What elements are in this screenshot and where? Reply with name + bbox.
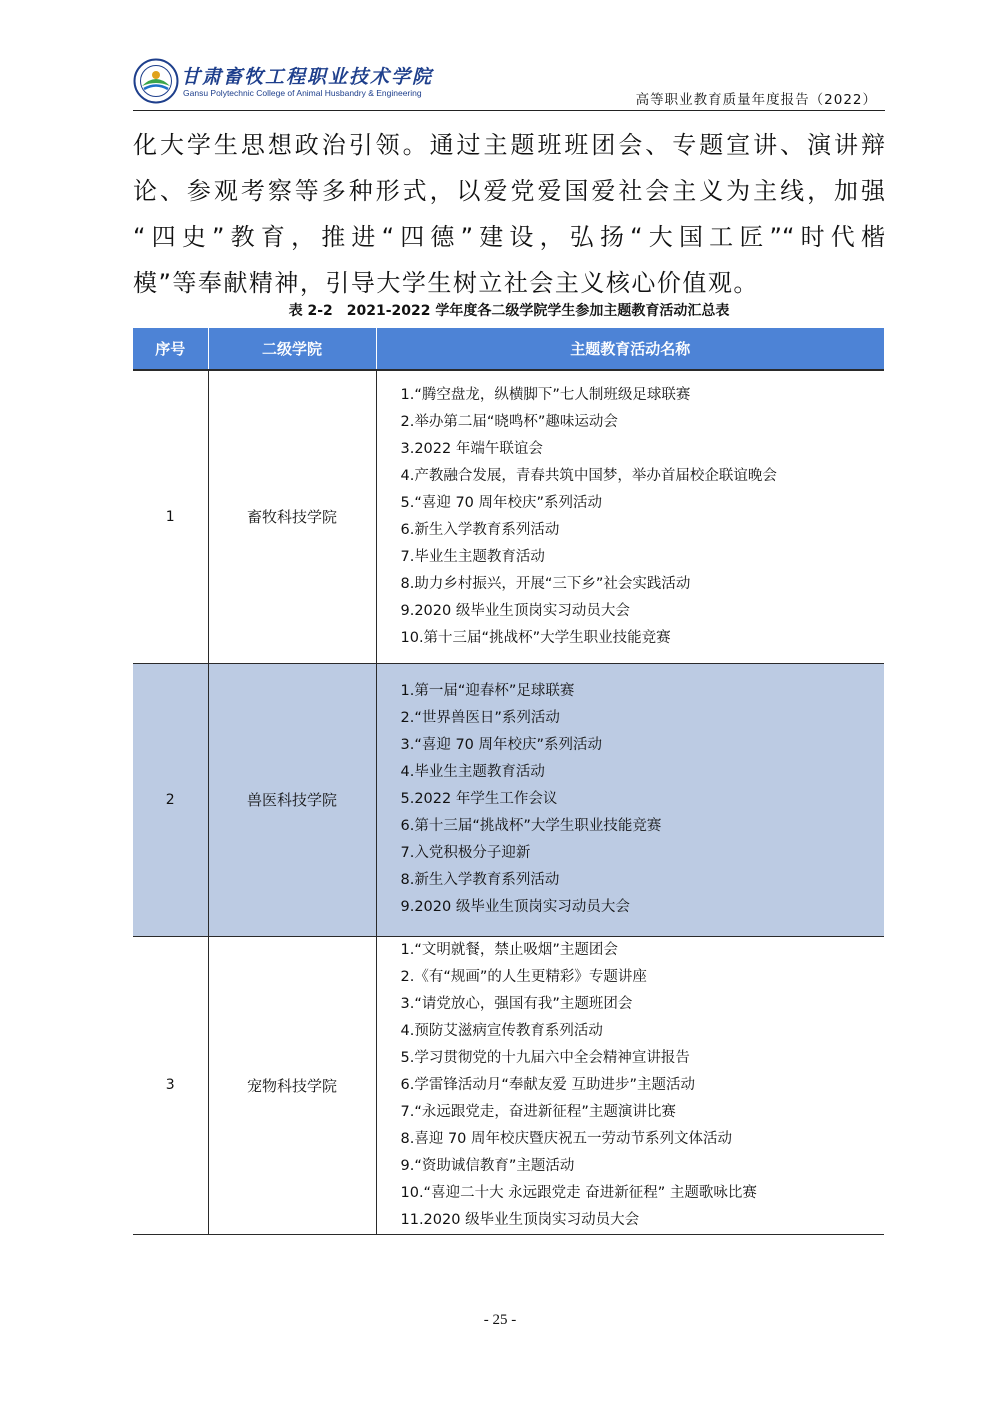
activity-item: 6.第十三届“挑战杯”大学生职业技能竞赛 xyxy=(400,818,662,834)
school-name-cn: 甘肃畜牧工程职业技术学院 xyxy=(181,66,434,88)
row-seq: 1 xyxy=(133,370,208,663)
activity-item: 3.“请党放心，强国有我”主题班团会 xyxy=(400,995,633,1012)
activity-item: 9.“资助诚信教育”主题活动 xyxy=(400,1157,575,1174)
activity-item: 5.学习贯彻党的十九届六中全会精神宣讲报告 xyxy=(400,1049,690,1066)
header-activities: 主题教育活动名称 xyxy=(376,328,884,370)
body-line: 化大学生思想政治引领。通过主题班班团会、专题宣讲、演讲辩 xyxy=(133,131,885,159)
header-divider xyxy=(133,110,885,111)
row-college: 宠物科技学院 xyxy=(208,936,376,1234)
page-number: - 25 - xyxy=(483,1312,517,1328)
body-line: “四史”教育，推进“四德”建设，弘扬“大国工匠”“时代楷 xyxy=(133,223,885,251)
activity-item: 4.产教融合发展，青春共筑中国梦，举办首届校企联谊晚会 xyxy=(400,467,777,484)
activity-item: 7.入党积极分子迎新 xyxy=(400,845,531,861)
table-header-row xyxy=(133,328,884,370)
activity-item: 4.毕业生主题教育活动 xyxy=(400,764,545,780)
body-line: 论、参观考察等多种形式，以爱党爱国爱社会主义为主线，加强 xyxy=(133,177,885,205)
row-seq: 3 xyxy=(133,936,208,1234)
activity-item: 3.2022 年端午联谊会 xyxy=(400,440,543,457)
page-header xyxy=(133,58,885,110)
activity-item: 7.“永远跟党走，奋进新征程”主题演讲比赛 xyxy=(400,1103,676,1120)
activity-item: 6.学雷锋活动月“奉献友爱 互助进步”主题活动 xyxy=(400,1076,695,1093)
header-college: 二级学院 xyxy=(208,328,376,370)
activity-item: 4.预防艾滋病宣传教育系列活动 xyxy=(400,1022,603,1039)
body-line: 模”等奉献精神，引导大学生树立社会主义核心价值观。 xyxy=(133,269,759,297)
activity-item: 9.2020 级毕业生顶岗实习动员大会 xyxy=(400,602,630,619)
activity-item: 2.《有“规画”的人生更精彩》专题讲座 xyxy=(400,968,647,985)
table-caption: 表 2-2 2021-2022 学年度各二级学院学生参加主题教育活动汇总表 xyxy=(288,303,730,319)
table-row xyxy=(133,370,884,663)
activity-item: 1.第一届“迎春杯”足球联赛 xyxy=(400,683,575,699)
table-row xyxy=(133,936,884,1234)
activity-item: 6.新生入学教育系列活动 xyxy=(400,521,560,538)
activity-item: 1.“腾空盘龙，纵横脚下”七人制班级足球联赛 xyxy=(400,386,691,403)
activity-item: 10.第十三届“挑战杯”大学生职业技能竞赛 xyxy=(400,629,671,646)
activity-item: 5.2022 年学生工作会议 xyxy=(400,791,558,807)
activity-item: 9.2020 级毕业生顶岗实习动员大会 xyxy=(400,899,630,915)
row-activities xyxy=(376,936,884,1234)
activity-item: 10.“喜迎二十大 永远跟党走 奋进新征程” 主题歌咏比赛 xyxy=(400,1184,757,1201)
activity-item: 3.“喜迎 70 周年校庆”系列活动 xyxy=(400,737,603,753)
header-seq: 序号 xyxy=(133,328,208,370)
activity-item: 7.毕业生主题教育活动 xyxy=(400,548,545,565)
school-name-en: Gansu Polytechnic College of Animal Husbandry & Engineering xyxy=(183,88,422,98)
table-row xyxy=(133,663,884,936)
activity-item: 8.新生入学教育系列活动 xyxy=(400,872,560,888)
body-paragraph xyxy=(133,122,885,306)
row-activities xyxy=(376,370,884,663)
row-activities xyxy=(376,663,884,936)
activity-item: 11.2020 级毕业生顶岗实习动员大会 xyxy=(400,1211,640,1228)
row-college: 畜牧科技学院 xyxy=(208,370,376,663)
report-title: 高等职业教育质量年度报告（2022） xyxy=(635,92,877,108)
activity-item: 8.助力乡村振兴，开展“三下乡”社会实践活动 xyxy=(400,575,691,592)
activity-item: 2.举办第二届“晓鸣杯”趣味运动会 xyxy=(400,413,618,430)
school-logo-icon xyxy=(133,58,179,104)
activity-item: 2.“世界兽医日”系列活动 xyxy=(400,710,560,726)
row-seq: 2 xyxy=(133,663,208,936)
row-college: 兽医科技学院 xyxy=(208,663,376,936)
activity-item: 8.喜迎 70 周年校庆暨庆祝五一劳动节系列文体活动 xyxy=(400,1130,733,1147)
activity-item: 1.“文明就餐，禁止吸烟”主题团会 xyxy=(400,941,618,958)
activity-summary-table xyxy=(133,328,884,1235)
activity-item: 5.“喜迎 70 周年校庆”系列活动 xyxy=(400,494,603,511)
